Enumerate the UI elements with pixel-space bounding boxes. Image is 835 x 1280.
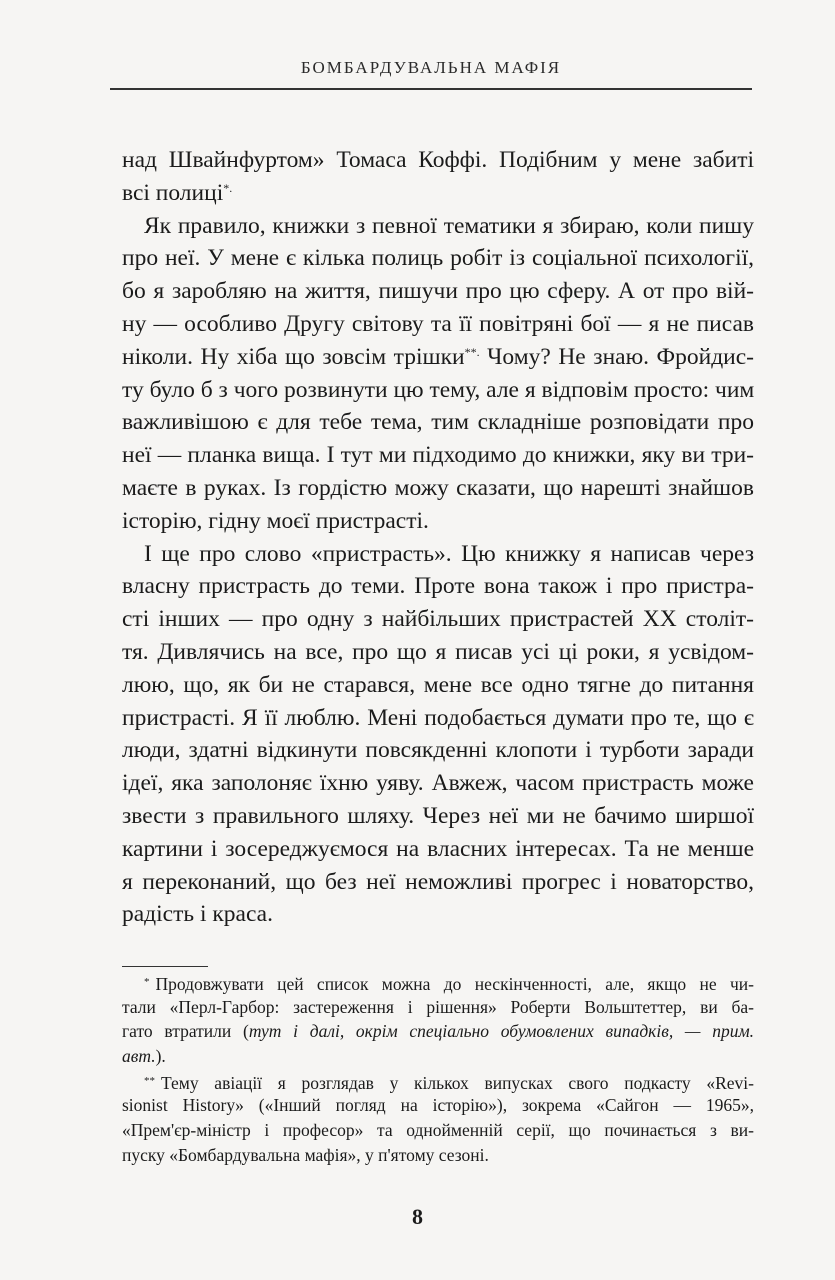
text-line: І ще про слово «пристрасть». Цю книжку я написав через [144, 540, 754, 567]
text-line: неї — планка вища. І тут ми підходимо до книжки, яку ви три- [122, 442, 754, 469]
footnote-ref-1: *. [223, 180, 233, 195]
text-line: важливішою є для тебе тема, тим складніше розповідати про [122, 409, 754, 436]
text-span: всі полиці [122, 179, 224, 206]
text-span: гато втратили ( [122, 1021, 249, 1042]
text-line: ну — особливо Другу світову та її повітряні бої — я не писав [122, 310, 754, 337]
footnotes [122, 970, 754, 1168]
text-line: сті інших — про одну з найбільших пристрастей XX століт- [122, 606, 754, 633]
text-line: ідеї, яка заполоняє їхню уяву. Авжеж, часом пристрасть може [122, 770, 754, 797]
text-line: тя. Дивлячись на все, про що я писав усі ці роки, я усвідом- [122, 638, 754, 665]
text-span: ). [155, 1046, 166, 1067]
footnote-marker: * [144, 976, 150, 988]
text-line [122, 177, 754, 210]
text-line: радість і краса. [122, 901, 273, 928]
footnote-1-line: тали «Перл-Гарбор: застереження і рішення» Роберти Вольштеттер, ви ба- [122, 996, 754, 1017]
header-rule [110, 88, 752, 90]
text-line: історію, гідну моєї пристрасті. [122, 507, 429, 534]
footnote-ref-2: **. [464, 344, 480, 359]
footnote-marker: ** [144, 1074, 155, 1087]
text-line: я переконаний, що без неї неможливі прогрес і новаторство, [122, 868, 754, 895]
body-text [122, 144, 754, 931]
page-number: 8 [412, 1204, 423, 1229]
footnote-2-line: sionist History» («Інший погляд на історію»), зокрема «Сайгон — 1965», [122, 1095, 754, 1116]
footnote-1-line [122, 1019, 754, 1044]
italic-span: тут і далі, окрім спеціально обумовлених випадків, — прим. [248, 1021, 754, 1042]
text-line: про неї. У мене є кілька полиць робіт із соціальної психології, [122, 245, 754, 272]
text-line [122, 341, 754, 374]
text-line: люю, що, як би не старався, мене все одно тягне до питання [122, 671, 754, 698]
running-header: БОМБАРДУВАЛЬНА МАФІЯ [300, 58, 562, 77]
footnote-2-line: «Прем'єр-міністр і професор» та однойменній серії, що починається з ви- [122, 1120, 754, 1141]
footnote-1-line [122, 970, 754, 995]
text-span: ніколи. Ну хіба що зовсім трішки [122, 343, 465, 370]
text-line: власну пристрасть до теми. Проте вона також і про пристра- [122, 573, 754, 600]
text-line: над Швайнфуртом» Томаса Коффі. Подібним у мене забиті [122, 147, 754, 173]
text-line: картини і зосереджуємося на власних інтересах. Та не менше [122, 835, 754, 862]
text-span: Чому? Не знаю. Фройдис- [487, 343, 754, 370]
text-line: звести з правильного шляху. Через неї ми не бачимо ширшої [122, 802, 754, 829]
text-line: маєте в руках. Із гордістю можу сказати, що нарешті знайшов [122, 474, 754, 501]
footnote-rule [122, 966, 208, 967]
text-line: ту було б з чого розвинути цю тему, але я відповім просто: чим [122, 376, 755, 403]
footnote-2-line [122, 1069, 754, 1094]
text-span: Продовжувати цей список можна до нескінченності, але, якщо не чи- [155, 974, 754, 994]
footnote-1-line [122, 1044, 754, 1069]
text-line: бо я заробляю на життя, пишучи про цю сферу. А от про вій- [122, 278, 754, 305]
text-line: люди, здатні відкинути повсякденні клопоти і турботи заради [122, 737, 754, 764]
italic-span: авт. [122, 1046, 156, 1067]
text-line: Як правило, книжки з певної тематики я збираю, коли пишу [144, 212, 754, 239]
text-line: пристрасті. Я її люблю. Мені подобається думати про те, що є [122, 704, 754, 731]
footnote-2-line: пуску «Бомбардувальна мафія», у п'ятому сезоні. [122, 1144, 489, 1165]
text-span: Тему авіації я розглядав у кількох випусках свого подкасту «Revi- [161, 1072, 754, 1093]
